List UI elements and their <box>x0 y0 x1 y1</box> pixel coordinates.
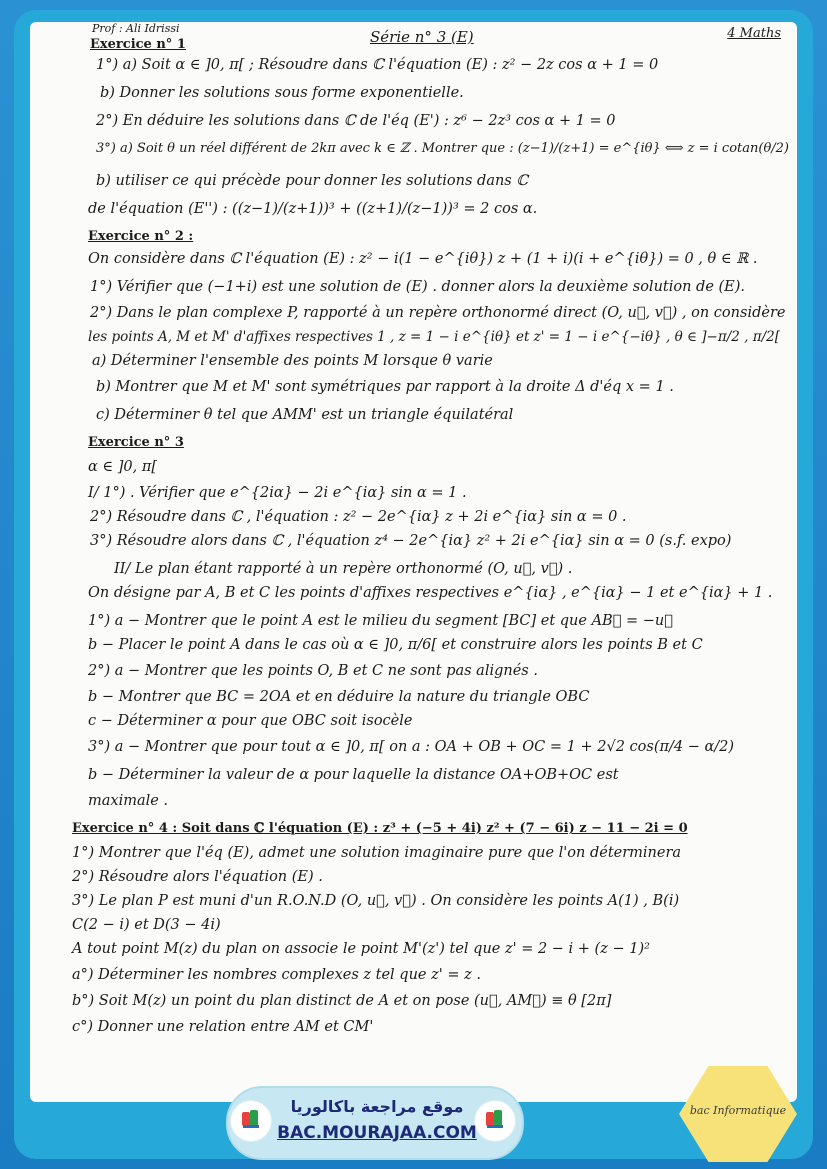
class-label: 4 Maths <box>727 26 781 41</box>
exercise-heading: Exercice n° 2 : <box>88 229 194 244</box>
exercise-line: b°) Soit M(z) un point du plan distinct de A et on pose (u⃗, AM⃗) ≡ θ [2π] <box>72 993 612 1009</box>
exercise-line: de l'équation (E'') : ((z−1)/(z+1))³ + ((z+1)/(z−1))³ = 2 cos α. <box>88 201 538 217</box>
exercise-line: maximale . <box>88 793 169 809</box>
exercise-line: a°) Déterminer les nombres complexes z tel que z' = z . <box>72 967 481 983</box>
exercise-line: 1°) Vérifier que (−1+i) est une solution de (E) . donner alors la deuxième solution de (E). <box>90 279 746 295</box>
serie-title: Série n° 3 (E) <box>370 28 474 46</box>
exercise-line: 3°) Le plan P est muni d'un R.O.N.D (O, u⃗, v⃗) . On considère les points A(1) , B(i) <box>72 893 680 909</box>
exercise-line: 1°) a) Soit α ∈ ]0, π[ ; Résoudre dans ℂ l'équation (E) : z² − 2z cos α + 1 = 0 <box>96 57 659 73</box>
exercise-line: On considère dans ℂ l'équation (E) : z² − i(1 − e^{iθ}) z + (1 + i)(i + e^{iθ}) = 0 , θ ∈ ℝ . <box>88 251 758 267</box>
exercise-line: b) Donner les solutions sous forme exponentielle. <box>100 85 464 101</box>
exercise-line: A tout point M(z) du plan on associe le point M'(z') tel que z' = 2 − i + (z − 1)² <box>72 941 650 957</box>
exercise-line: b) Montrer que M et M' sont symétriques par rapport à la droite Δ d'éq x = 1 . <box>96 379 674 395</box>
exercise-line: α ∈ ]0, π[ <box>88 459 158 475</box>
exercise-line: II/ Le plan étant rapporté à un repère orthonormé (O, u⃗, v⃗) . <box>114 561 573 577</box>
badge-label: bac Informatique <box>689 1104 787 1117</box>
exercise-line: b − Placer le point A dans le cas où α ∈ ]0, π/6[ et construire alors les points B et C <box>88 637 703 653</box>
exercise-line: 2°) Résoudre dans ℂ , l'équation : z² − 2e^{iα} z + 2i e^{iα} sin α = 0 . <box>90 509 627 525</box>
exercise-line: 3°) a) Soit θ un réel différent de 2kπ avec k ∈ ℤ . Montrer que : (z−1)/(z+1) = e^{iθ} ⟺ z = i cotan(θ/2) <box>96 141 790 156</box>
exam-sheet <box>30 22 797 1102</box>
exercise-heading: Exercice n° 4 : Soit dans ℂ l'équation (E) : z³ + (−5 + 4i) z² + (7 − 6i) z − 11 − 2i = 0 <box>72 821 688 836</box>
exercise-line: 3°) a − Montrer que pour tout α ∈ ]0, π[ on a : OA + OB + OC = 1 + 2√2 cos(π/4 − α/2) <box>88 739 735 755</box>
exercise-line: les points A, M et M' d'affixes respectives 1 , z = 1 − i e^{iθ} et z' = 1 − i e^{−iθ} , θ ∈ ]−π/2 , π/2[ <box>88 329 781 345</box>
exercise-line: C(2 − i) et D(3 − 4i) <box>72 917 221 933</box>
teacher-name: Prof : Ali Idrissi <box>92 22 180 35</box>
exercise-line: c − Déterminer α pour que OBC soit isocèle <box>88 713 413 729</box>
exercise-line: 1°) a − Montrer que le point A est le milieu du segment [BC] et que AB⃗ = −u⃗ <box>88 613 673 629</box>
exercise-line: b − Montrer que BC = 2OA et en déduire la nature du triangle OBC <box>88 689 590 705</box>
exercise-line: 1°) Montrer que l'éq (E), admet une solution imaginaire pure que l'on déterminera <box>72 845 682 861</box>
site-url-link[interactable]: BAC.MOURAJAA.COM <box>277 1123 477 1143</box>
exercise-line: b − Déterminer la valeur de α pour laquelle la distance OA+OB+OC est <box>88 767 619 783</box>
exercise-line: 2°) Dans le plan complexe P, rapporté à un repère orthonormé direct (O, u⃗, v⃗) , on considère <box>90 305 786 321</box>
exercise-line: b) utiliser ce qui précède pour donner les solutions dans ℂ <box>96 173 528 189</box>
exercise-line: 3°) Résoudre alors dans ℂ , l'équation z⁴ − 2e^{iα} z² + 2i e^{iα} sin α = 0 (s.f. expo) <box>90 533 732 549</box>
site-name-arabic[interactable]: موقع مراجعة باكالوريا <box>290 1097 464 1116</box>
exercise-line: 2°) En déduire les solutions dans ℂ de l'éq (E') : z⁶ − 2z³ cos α + 1 = 0 <box>96 113 616 129</box>
books-logo-icon <box>230 1100 272 1142</box>
exercise-line: c°) Donner une relation entre AM et CM' <box>72 1019 374 1035</box>
exercise-line: c) Déterminer θ tel que AMM' est un triangle équilatéral <box>96 407 514 423</box>
exercise-line: I/ 1°) . Vérifier que e^{2iα} − 2i e^{iα} sin α = 1 . <box>88 485 467 501</box>
exercise-line: a) Déterminer l'ensemble des points M lorsque θ varie <box>92 353 493 369</box>
exercise-heading: Exercice n° 3 <box>88 435 184 450</box>
exercise-heading: Exercice n° 1 <box>90 37 186 52</box>
exercise-line: On désigne par A, B et C les points d'affixes respectives e^{iα} , e^{iα} − 1 et e^{iα} + 1 . <box>88 585 773 601</box>
exercise-line: 2°) a − Montrer que les points O, B et C ne sont pas alignés . <box>88 663 538 679</box>
exercise-line: 2°) Résoudre alors l'équation (E) . <box>72 869 323 885</box>
